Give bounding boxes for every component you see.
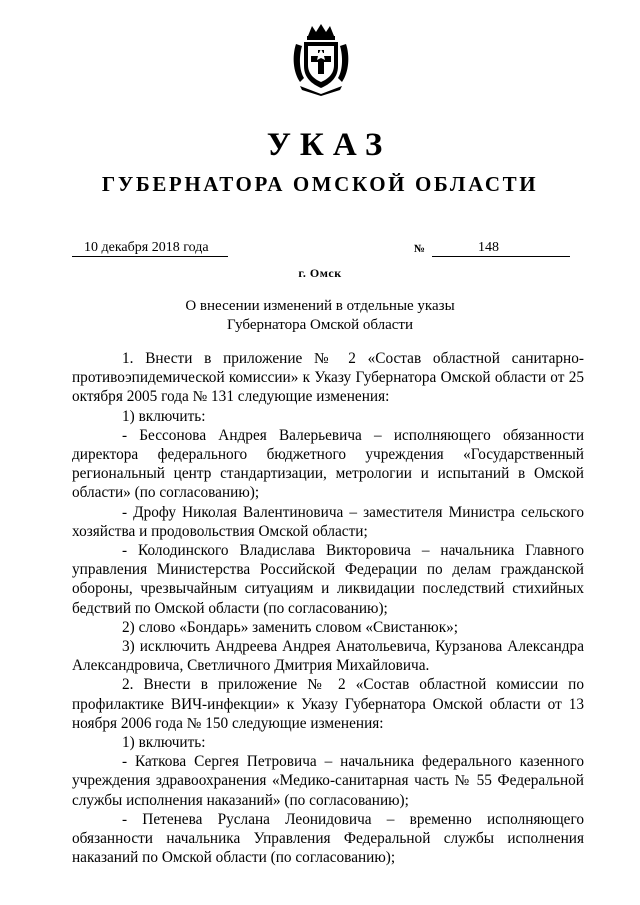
body-paragraph: - Дрофу Николая Валентиновича – заместителя Министра сельского хозяйства и продовольствия Омской области; xyxy=(72,503,584,540)
document-city: г. Омск xyxy=(298,266,342,280)
body-paragraph: 1) включить: xyxy=(122,734,206,752)
document-title: УКАЗ xyxy=(266,127,392,163)
body-paragraph: 2) слово «Бондарь» заменить словом «Свистанюк»; xyxy=(122,618,459,636)
body-paragraph: - Каткова Сергея Петровича – начальника федерального казенного учреждения здравоохранения «Медико-санитарная часть № 55 Федеральной службы исполнения наказаний» (по согласованию); xyxy=(72,753,584,809)
body-paragraph: - Петенева Руслана Леонидовича – временно исполняющего обязанности начальника Управления Федеральной службы исполнения наказаний по Омской области (по согласованию); xyxy=(72,810,584,867)
document-date: 10 декабря 2018 года xyxy=(72,240,228,257)
document-subtitle: ГУБЕРНАТОРА ОМСКОЙ ОБЛАСТИ xyxy=(101,172,539,196)
subject-line: Губернатора Омской области xyxy=(227,317,413,333)
document-body xyxy=(72,349,584,867)
body-paragraph: 2. Внести в приложение № 2 «Состав областной комиссии по профилактике ВИЧ-инфекции» к Указу Губернатора Омской области от 13 ноября 2006 года № 150 следующие изменения: xyxy=(72,676,584,732)
subject-line: О внесении изменений в отдельные указы xyxy=(185,298,455,314)
body-paragraph: - Бессонова Андрея Валерьевича – исполняющего обязанности директора федерального бюджетного учреждения «Государственный региональный центр стандартизации, метрологии и испытаний в Омской области» (по согласованию); xyxy=(72,426,584,502)
body-paragraph: 1. Внести в приложение № 2 «Состав областной санитарно-противоэпидемической комиссии» к Указу Губернатора Омской области от 25 октября 2005 года № 131 следующие изменения: xyxy=(72,350,584,406)
body-paragraph: 1) включить: xyxy=(122,407,206,425)
number-sign: № xyxy=(414,243,426,255)
omsk-coat-of-arms-icon xyxy=(290,22,352,96)
document-number: 148 xyxy=(432,240,570,257)
body-paragraph: - Колодинского Владислава Викторовича – начальника Главного управления Министерства Российской Федерации по делам гражданской обороны, чрезвычайным ситуациям и ликвидации последствий стихийных бедствий по Омской области (по согласованию); xyxy=(72,542,584,617)
document-subject xyxy=(0,297,640,335)
body-paragraph: 3) исключить Андреева Андрея Анатольевича, Курзанова Александра Александровича, Светличного Дмитрия Михайловича. xyxy=(72,638,584,675)
